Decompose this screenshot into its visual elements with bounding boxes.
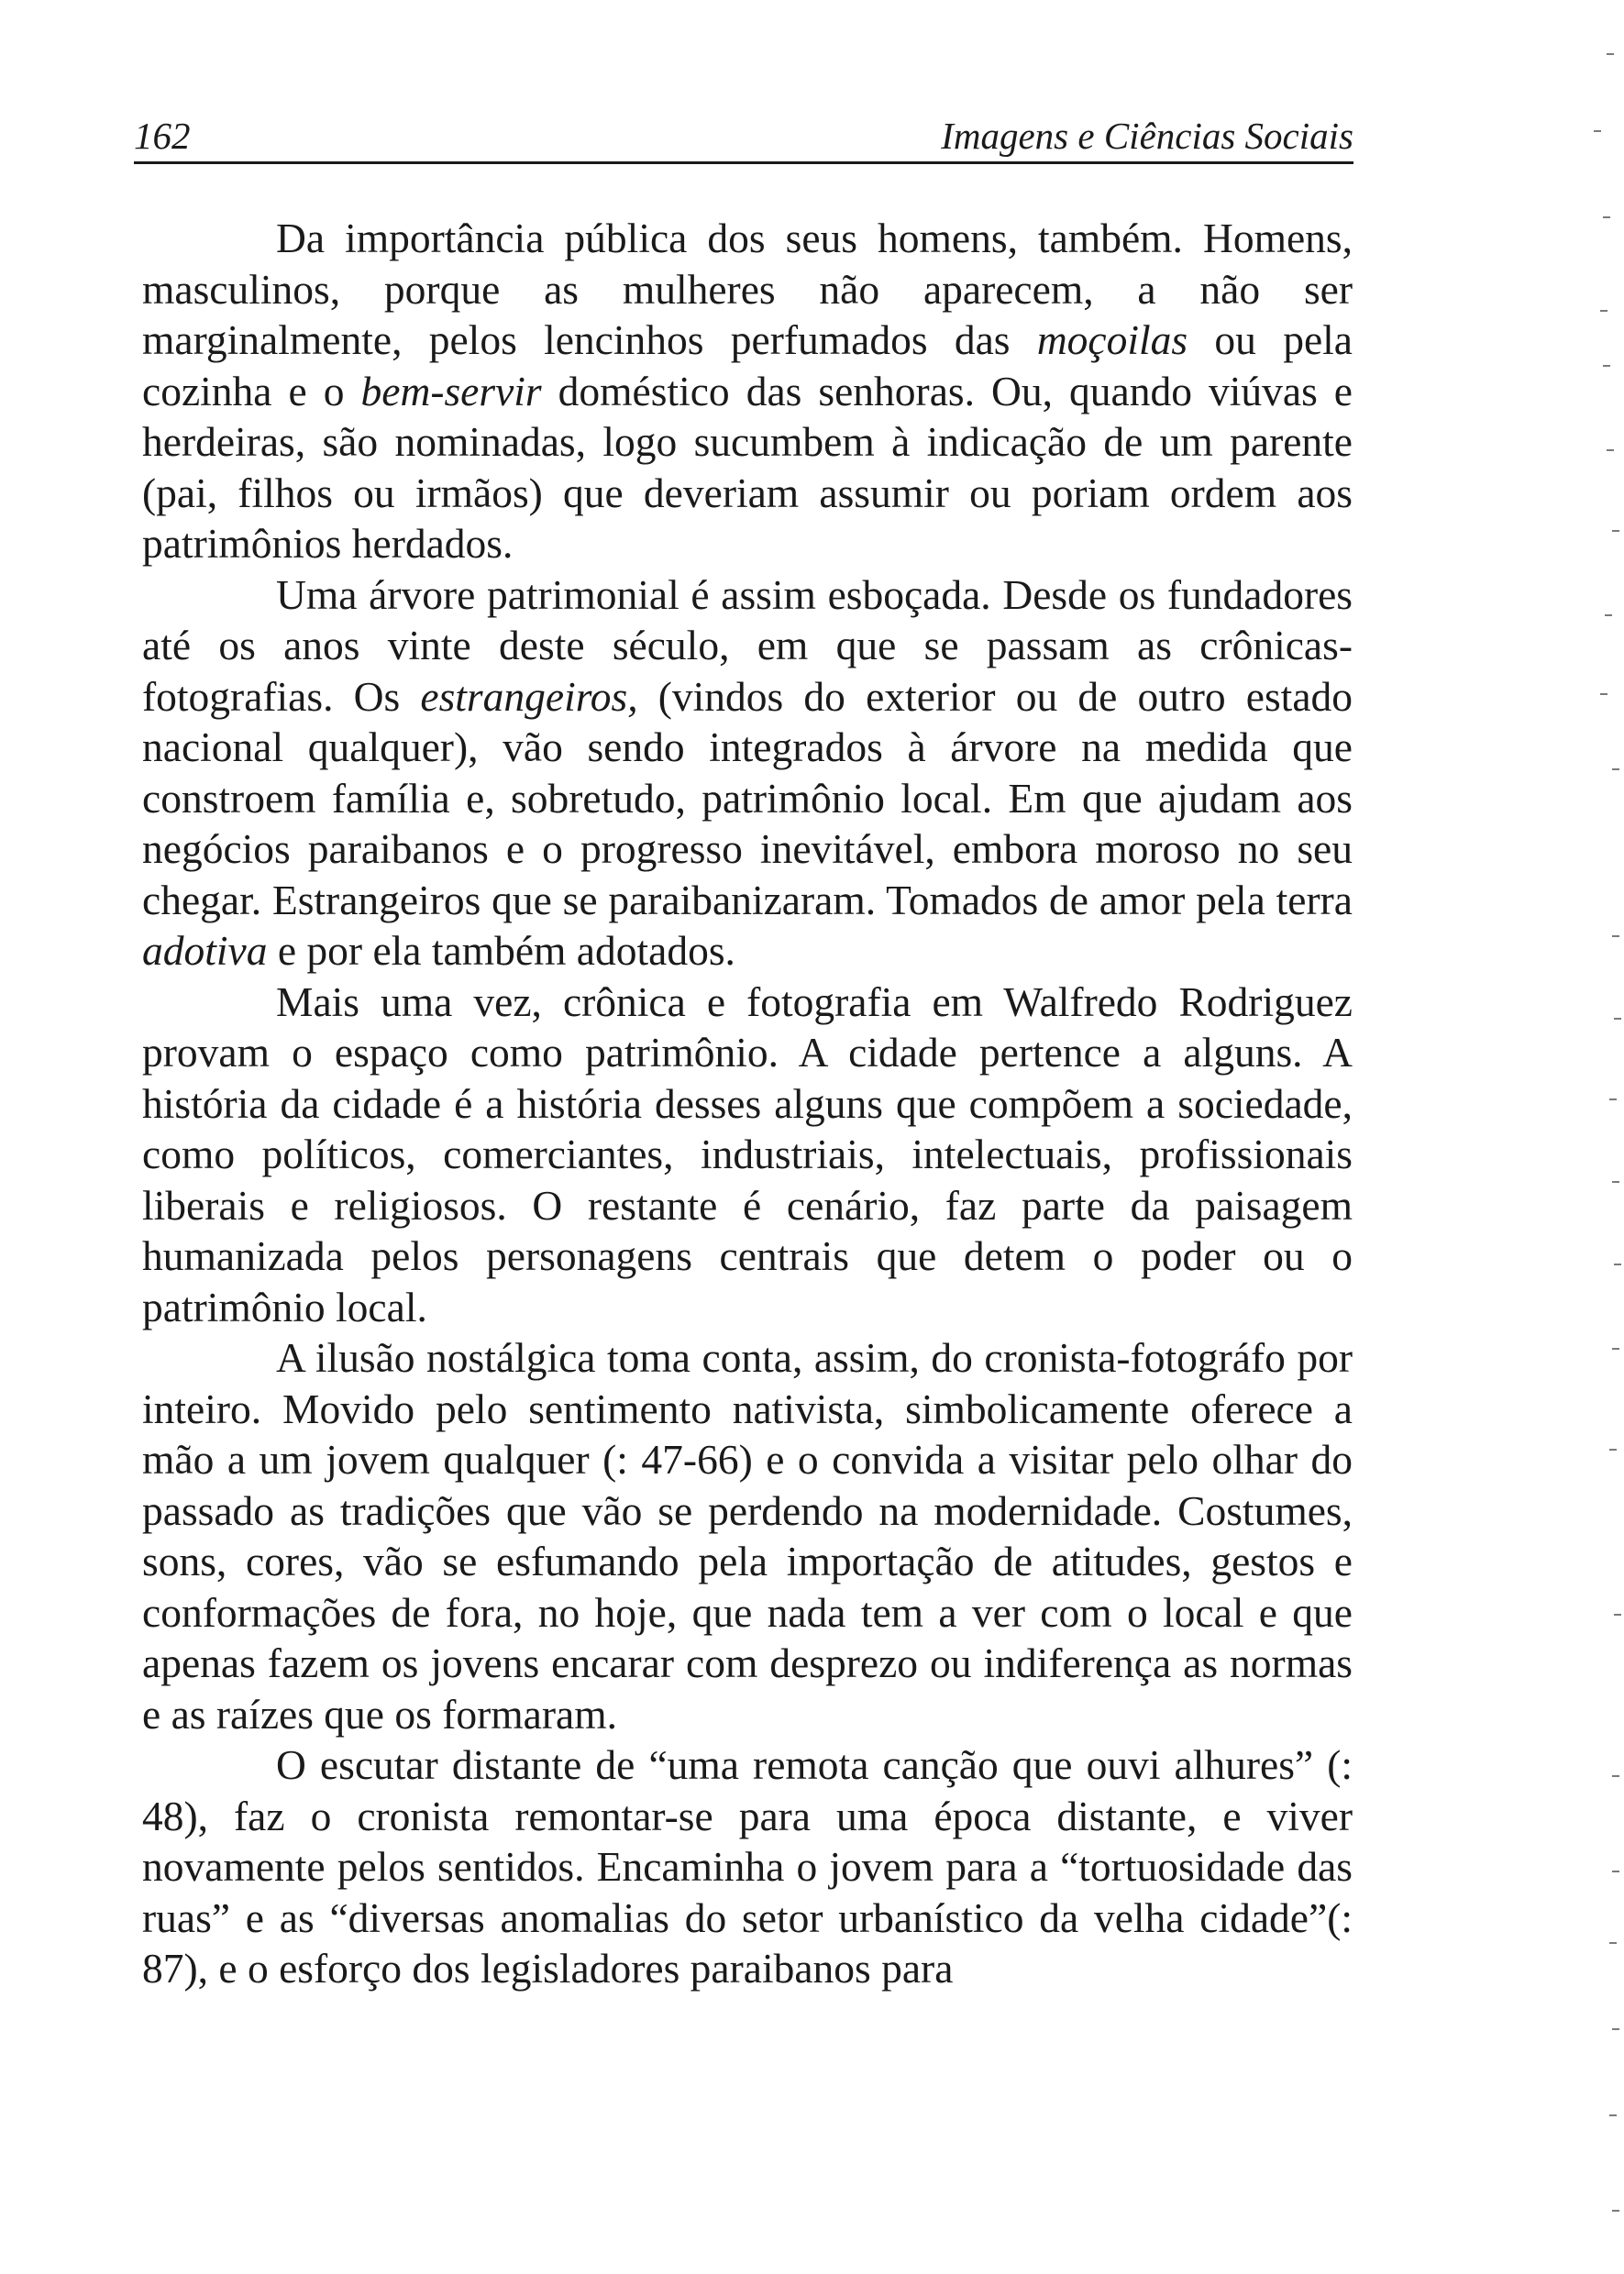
scan-mark <box>1612 1775 1619 1777</box>
scan-mark <box>1612 768 1619 770</box>
scan-mark <box>1600 310 1607 312</box>
scan-mark <box>1614 1018 1621 1020</box>
scan-mark <box>1612 2210 1619 2212</box>
scan-mark <box>1612 1348 1619 1350</box>
scan-mark <box>1609 1449 1617 1451</box>
italic-term: bem-servir <box>360 367 542 414</box>
paragraph-5: O escutar distante de “uma remota canção que ouvi alhures” (: 48), faz o cronista remontar-se para uma época distante, e viver novamente pelos sentidos. Encaminha o jovem para a “tortuosidade das ruas” e as “diversas anomalias do setor urbanístico da velha cidade”(: 87), e o esforço dos legisladores paraibanos para <box>142 1741 1353 1992</box>
paragraph-text: ou pela cozinha e o <box>142 316 1353 414</box>
scan-mark <box>1594 130 1601 132</box>
header-rule <box>134 161 1353 164</box>
scan-mark <box>1603 365 1610 367</box>
paragraph-text: e por ela também adotados. <box>267 927 735 974</box>
italic-term: estrangeiros, <box>420 672 638 720</box>
paragraph-3: Mais uma vez, crônica e fotografia em Walfredo Rodriguez provam o espaço como patrimônio. A cidade pertence a alguns. A história da cidade é a história desses alguns que compõem a sociedade, como políticos, comerciantes, industriais, intelectuais, profissionais liberais e religiosos. O restante é cenário, faz parte da paisagem humanizada pelos personagens centrais que detem o poder ou o patrimônio local. <box>142 977 1353 1330</box>
scan-mark <box>1612 530 1619 532</box>
scan-mark <box>1609 1942 1617 1944</box>
scan-mark <box>1607 449 1614 451</box>
paragraph-text: Da importância pública dos seus homens, também. Homens, masculinos, porque as mulheres não aparecem, a não ser marginalmente, pelos lencinhos perfumados das <box>142 215 1353 363</box>
scan-mark <box>1600 693 1607 695</box>
italic-term: adotiva <box>142 927 268 974</box>
scan-mark <box>1612 935 1619 937</box>
scan-mark <box>1607 53 1614 55</box>
scan-mark <box>1603 216 1610 218</box>
scan-mark <box>1609 2114 1617 2116</box>
scan-mark <box>1612 2028 1619 2030</box>
paragraph-2 <box>142 569 1353 977</box>
scan-mark <box>1609 1098 1617 1100</box>
body-text <box>142 213 1353 1994</box>
italic-term: moçoilas <box>1036 316 1188 363</box>
scan-mark <box>1612 1181 1619 1183</box>
running-header <box>134 108 1353 163</box>
scan-mark <box>1605 614 1612 616</box>
paragraph-text: Uma árvore patrimonial é assim esboçada. Desde os fundadores até os anos vinte deste século, em que se passam as crônicas-fotografias. Os <box>142 570 1353 720</box>
scan-mark <box>1614 1264 1621 1265</box>
page-number: 162 <box>134 115 191 157</box>
paragraph-4: A ilusão nostálgica toma conta, assim, do cronista-fotográfo por inteiro. Movido pelo sentimento nativista, simbolicamente oferece a mão a um jovem qualquer (: 47-66) e o convida a visitar pelo olhar do passado as tradições que vão se perdendo na modernidade. Costumes, sons, cores, vão se esfumando pela importação de atitudes, gestos e conformações de fora, no hoje, que nada tem a ver com o local e que apenas fazem os jovens encarar com desprezo ou indiferença as normas e as raízes que os formaram. <box>142 1334 1353 1738</box>
paragraph-text: doméstico das senhoras. Ou, quando viúvas e herdeiras, são nominadas, logo sucumbem à indicação de um parente (pai, filhos ou irmãos) que deveriam assumir ou poriam ordem aos patrimônios herdados. <box>142 367 1353 567</box>
scan-mark <box>1614 1614 1621 1616</box>
paragraph-text: (vindos do exterior ou de outro estado nacional qualquer), vão sendo integrados à árvore na medida que constroem família e, sobretudo, patrimônio local. Em que ajudam aos negócios paraibanos e o progresso inevitável, embora moroso no seu chegar. Estrangeiros que se paraibanizaram. Tomados de amor pela terra <box>142 672 1353 923</box>
paragraph-1 <box>142 213 1353 569</box>
running-title: Imagens e Ciências Sociais <box>941 115 1353 157</box>
scan-mark <box>1612 1871 1619 1872</box>
